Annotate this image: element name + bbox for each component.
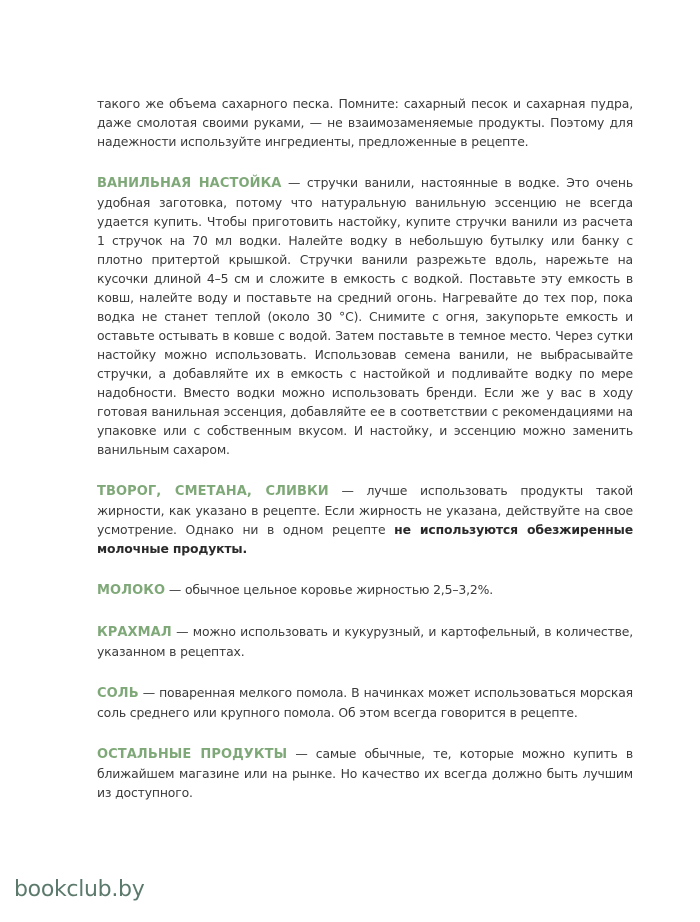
term-starch: КРАХМАЛ [97, 625, 172, 640]
term-vanilla: ВАНИЛЬНАЯ НАСТОЙКА [97, 176, 282, 191]
term-other: ОСТАЛЬНЫЕ ПРОДУКТЫ [97, 747, 288, 762]
term-milk: МОЛОКО [97, 583, 166, 598]
paragraph-text: — самые обычные, те, которые можно купить в ближайшем магазине или на рынке. Но качество их всегда должно быть лучшим из доступного. [97, 746, 633, 800]
watermark: bookclub.by [14, 877, 145, 902]
paragraph-text: — лучше использовать продукты такой жирности, как указано в рецепте. Если жирность не указана, действуйте на свое усмотрение. Однако ни в одном рецепте [97, 483, 633, 537]
paragraph-text: — обычное цельное коровье жирностью 2,5–3,2%. [165, 582, 494, 597]
paragraph-vanilla [97, 173, 633, 459]
emphasis-text: не используются обезжиренные молочные продукты. [97, 522, 633, 556]
paragraph-dairy [97, 481, 633, 558]
page-body [97, 94, 633, 824]
paragraph-starch [97, 622, 633, 661]
paragraph-salt [97, 683, 633, 722]
paragraph-text: — поваренная мелкого помола. В начинках может использоваться морская соль среднего или крупного помола. Об этом всегда говорится в рецепте. [97, 685, 633, 720]
paragraph-text: — стручки ванили, настоянные в водке. Это очень удобная заготовка, потому что натуральную ванильную эссенцию не всегда удается купить. Чтобы приготовить настойку, купите стручки ванили из расчета 1 стручок на 70 мл водки. Налейте водку в небольшую бутылку или банку с плотно притертой крышкой. Стручки ванили разрежьте вдоль, нарежьте на кусочки длиной 4–5 см и сложите в емкость с водкой. Поставьте эту емкость в ковш, налейте воду и поставьте на средний огонь. Нагревайте до тех пор, пока водка не станет теплой (около 30 °С). Снимите с огня, закупорьте емкость и оставьте остывать в ковше с водой. Затем поставьте в темное место. Через сутки настойку можно использовать. Использовав семена ванили, не выбрасывайте стручки, а добавляйте их в емкость с настойкой и подливайте водку по мере надобности. Вместо водки можно использовать бренди. Если же у вас в ходу готовая ванильная эссенция, добавляйте ее в соответствии с рекомендациями на упаковке или с собственным вкусом. И настойку, и эссенцию можно заменить ванильным сахаром. [97, 175, 633, 457]
paragraph-text: — можно использовать и кукурузный, и картофельный, в количестве, указанном в рецептах. [97, 624, 633, 659]
paragraph-text: такого же объема сахарного песка. Помните: сахарный песок и сахарная пудра, даже смолотая своими руками, — не взаимозаменяемые продукты. Поэтому для надежности используйте ингредиенты, предложенные в рецепте. [97, 96, 633, 149]
paragraph-milk [97, 580, 633, 600]
paragraph-sugar-continuation [97, 94, 633, 151]
paragraph-other [97, 744, 633, 802]
term-salt: СОЛЬ [97, 686, 139, 701]
term-dairy: ТВОРОГ, СМЕТАНА, СЛИВКИ [97, 484, 329, 499]
